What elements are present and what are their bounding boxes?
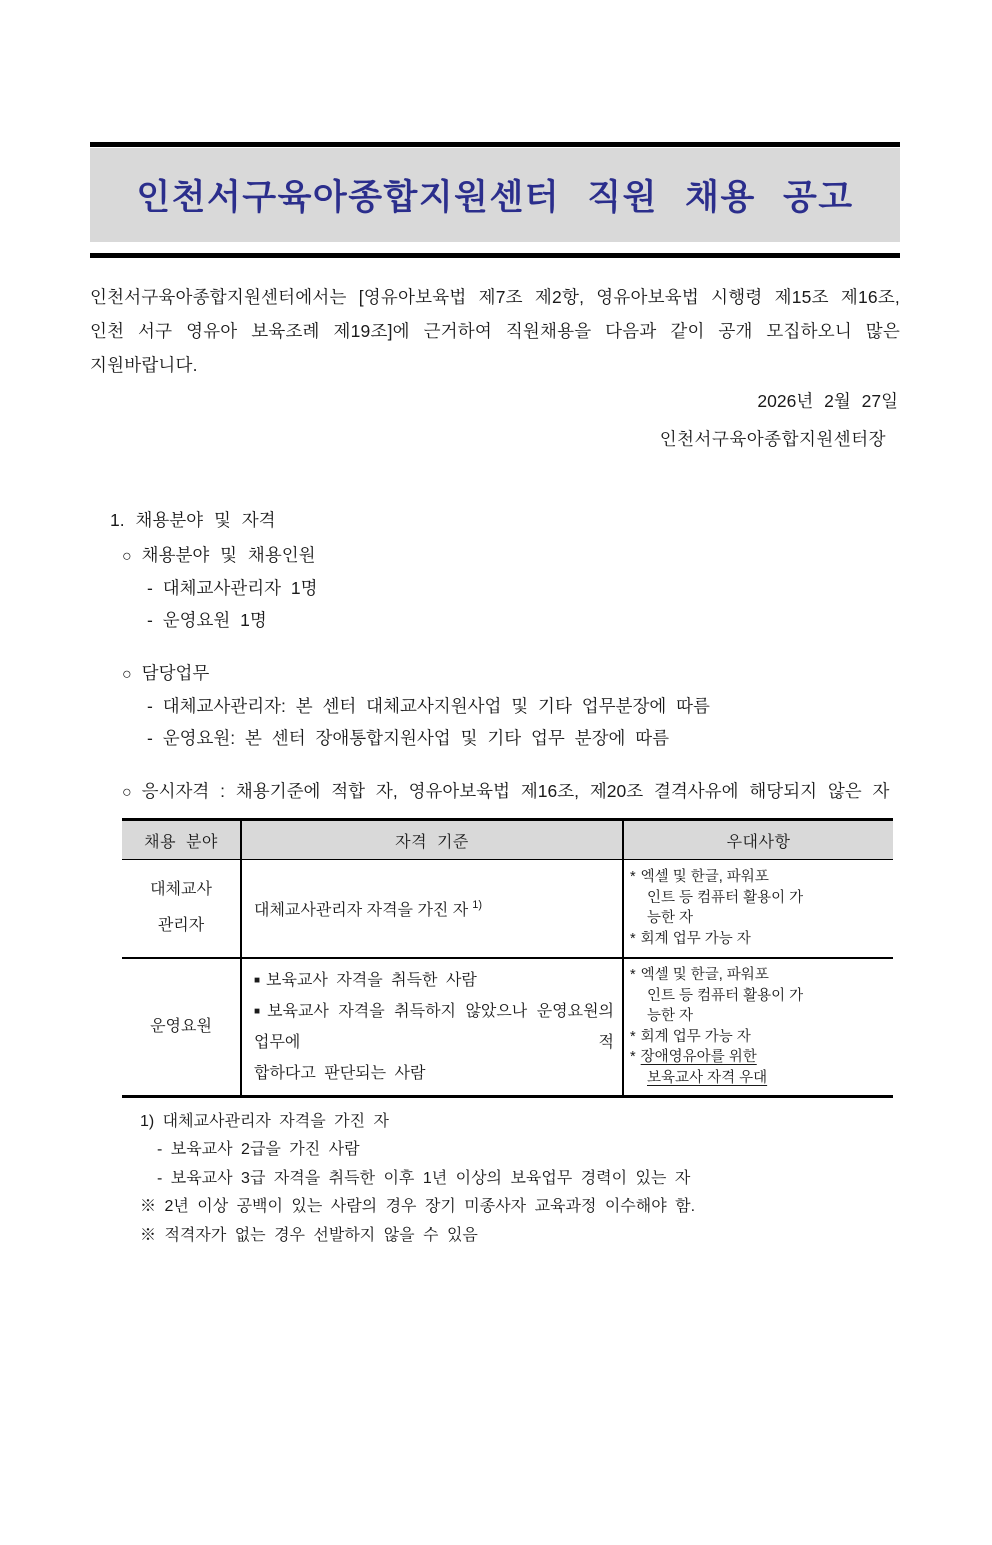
circle-marker-icon: ○ (122, 784, 132, 801)
asterisk-marker: * (630, 1028, 636, 1045)
preference-text: 보육교사 자격 우대 (647, 1069, 768, 1086)
list-group-duties (122, 658, 900, 754)
intro-line-2: 인천 서구 영유아 보육조례 제19조]에 근거하여 직원채용을 다음과 같이 공개 모집하오니 많은 (90, 321, 900, 341)
asterisk-marker: * (630, 869, 636, 886)
group-title-eligibility (122, 776, 900, 808)
cell-criteria (241, 958, 623, 1097)
preference-line (630, 965, 891, 986)
footnotes (90, 1108, 900, 1251)
square-bullet-icon: ■ (254, 974, 261, 986)
section-heading: 1. 채용분야 및 자격 (110, 510, 276, 530)
title-banner (90, 148, 900, 242)
asterisk-marker: * (630, 1049, 636, 1065)
criteria-item-continuation: 합하다고 판단되는 사람 (254, 1064, 426, 1082)
criteria-item (254, 965, 614, 996)
criteria-text: 보육교사 자격을 취득한 사람 (266, 971, 477, 989)
list-subitem: - 대체교사관리자 1명 (147, 578, 318, 598)
list-group-recruit-field (122, 540, 900, 636)
preference-line (630, 1027, 891, 1048)
list-subitem: - 운영요원: 본 센터 장애통합지원사업 및 기타 업무 분장에 따름 (147, 728, 670, 748)
preference-text: 엑셀 및 한글, 파워포 (640, 869, 769, 886)
group-title-text: 응시자격 : 채용기준에 적합 자, 영유아보육법 제16조, 제20조 결격사유에 해당되지 않은 자 (141, 781, 890, 801)
preference-line: 능한 자 (647, 1008, 694, 1024)
preference-line: 능한 자 (647, 910, 694, 927)
preference-line-underlined (630, 1068, 891, 1089)
footnote-note: ※ 적격자가 없는 경우 선발하지 않을 수 있음 (140, 1226, 478, 1244)
table-header-field: 채용 분야 (122, 820, 241, 860)
square-bullet-icon: ■ (254, 1005, 262, 1017)
preference-line: 인트 등 컴퓨터 활용이 가 (647, 889, 804, 906)
preference-text: 회계 업무 가능 자 (640, 1028, 751, 1045)
footnote-note: ※ 2년 이상 공백이 있는 사람의 경우 장기 미종사자 교육과정 이수해야 함. (140, 1198, 696, 1215)
table-header-row (122, 820, 893, 860)
announcement-date: 2026년 2월 27일 (757, 391, 898, 411)
circle-marker-icon: ○ (122, 666, 132, 683)
field-line: 관리자 (157, 917, 205, 935)
intro-line-3: 지원바랍니다. (90, 355, 198, 375)
banner-bottom-rule (90, 253, 900, 258)
intro-line-1: 인천서구육아종합지원센터에서는 [영유아보육법 제7조 제2항, 영유아보육법 시행령 제15조 제16조, (90, 287, 900, 307)
criteria-item (254, 996, 614, 1058)
footnote-reference: 1) (472, 898, 483, 911)
cell-field: 운영요원 (122, 958, 241, 1097)
recruitment-table (122, 818, 893, 1098)
preference-line (630, 929, 891, 950)
preference-text: 엑셀 및 한글, 파워포 (640, 967, 769, 983)
group-title-duties (122, 658, 900, 690)
circle-marker-icon: ○ (122, 548, 132, 565)
asterisk-marker: * (630, 967, 636, 983)
group-title-text: 담당업무 (141, 663, 210, 683)
list-subitem: - 운영요원 1명 (147, 610, 267, 630)
intro-paragraph (90, 280, 900, 382)
cell-criteria (241, 860, 623, 958)
group-title-text: 채용분야 및 채용인원 (141, 545, 316, 565)
page-title: 인천서구육아종합지원센터 직원 채용 공고 (136, 178, 854, 217)
table-row-substitute-teacher-manager (122, 860, 893, 958)
group-title-recruit-field (122, 540, 900, 572)
table-header-criteria: 자격 기준 (241, 820, 623, 860)
preference-text: 회계 업무 가능 자 (640, 930, 751, 947)
preference-text: 장애영유아를 위한 (640, 1049, 757, 1065)
title-banner-block (90, 142, 900, 258)
preference-line-underlined (630, 1047, 891, 1068)
asterisk-marker: * (630, 930, 636, 947)
table-header-preference: 우대사항 (623, 820, 893, 860)
criteria-text: 보육교사 자격을 취득하지 않았으나 운영요원의 업무에 적 (254, 1002, 615, 1051)
cell-field (122, 860, 241, 958)
table-row-operation-staff (122, 958, 893, 1097)
cell-preference (623, 958, 893, 1097)
list-group-eligibility (122, 776, 900, 808)
footnote-1-sub: - 보육교사 2급을 가진 사람 (157, 1141, 360, 1158)
field-line: 대체교사 (150, 881, 212, 899)
footnote-1-sub: - 보육교사 3급 자격을 취득한 이후 1년 이상의 보육업무 경력이 있는 자 (157, 1169, 691, 1187)
list-subitem: - 대체교사관리자: 본 센터 대체교사지원사업 및 기타 업무분장에 따름 (147, 696, 710, 716)
document-content (0, 142, 992, 1250)
preference-line (630, 867, 891, 888)
preference-line: 인트 등 컴퓨터 활용이 가 (647, 987, 804, 1004)
banner-top-rule (90, 142, 900, 147)
footnote-1: 1) 대체교사관리자 자격을 가진 자 (140, 1112, 389, 1130)
cell-preference (623, 860, 893, 958)
document-page (0, 142, 992, 1545)
criteria-text: 대체교사관리자 자격을 가진 자 (254, 901, 469, 919)
announcement-signer: 인천서구육아종합지원센터장 (659, 429, 886, 449)
